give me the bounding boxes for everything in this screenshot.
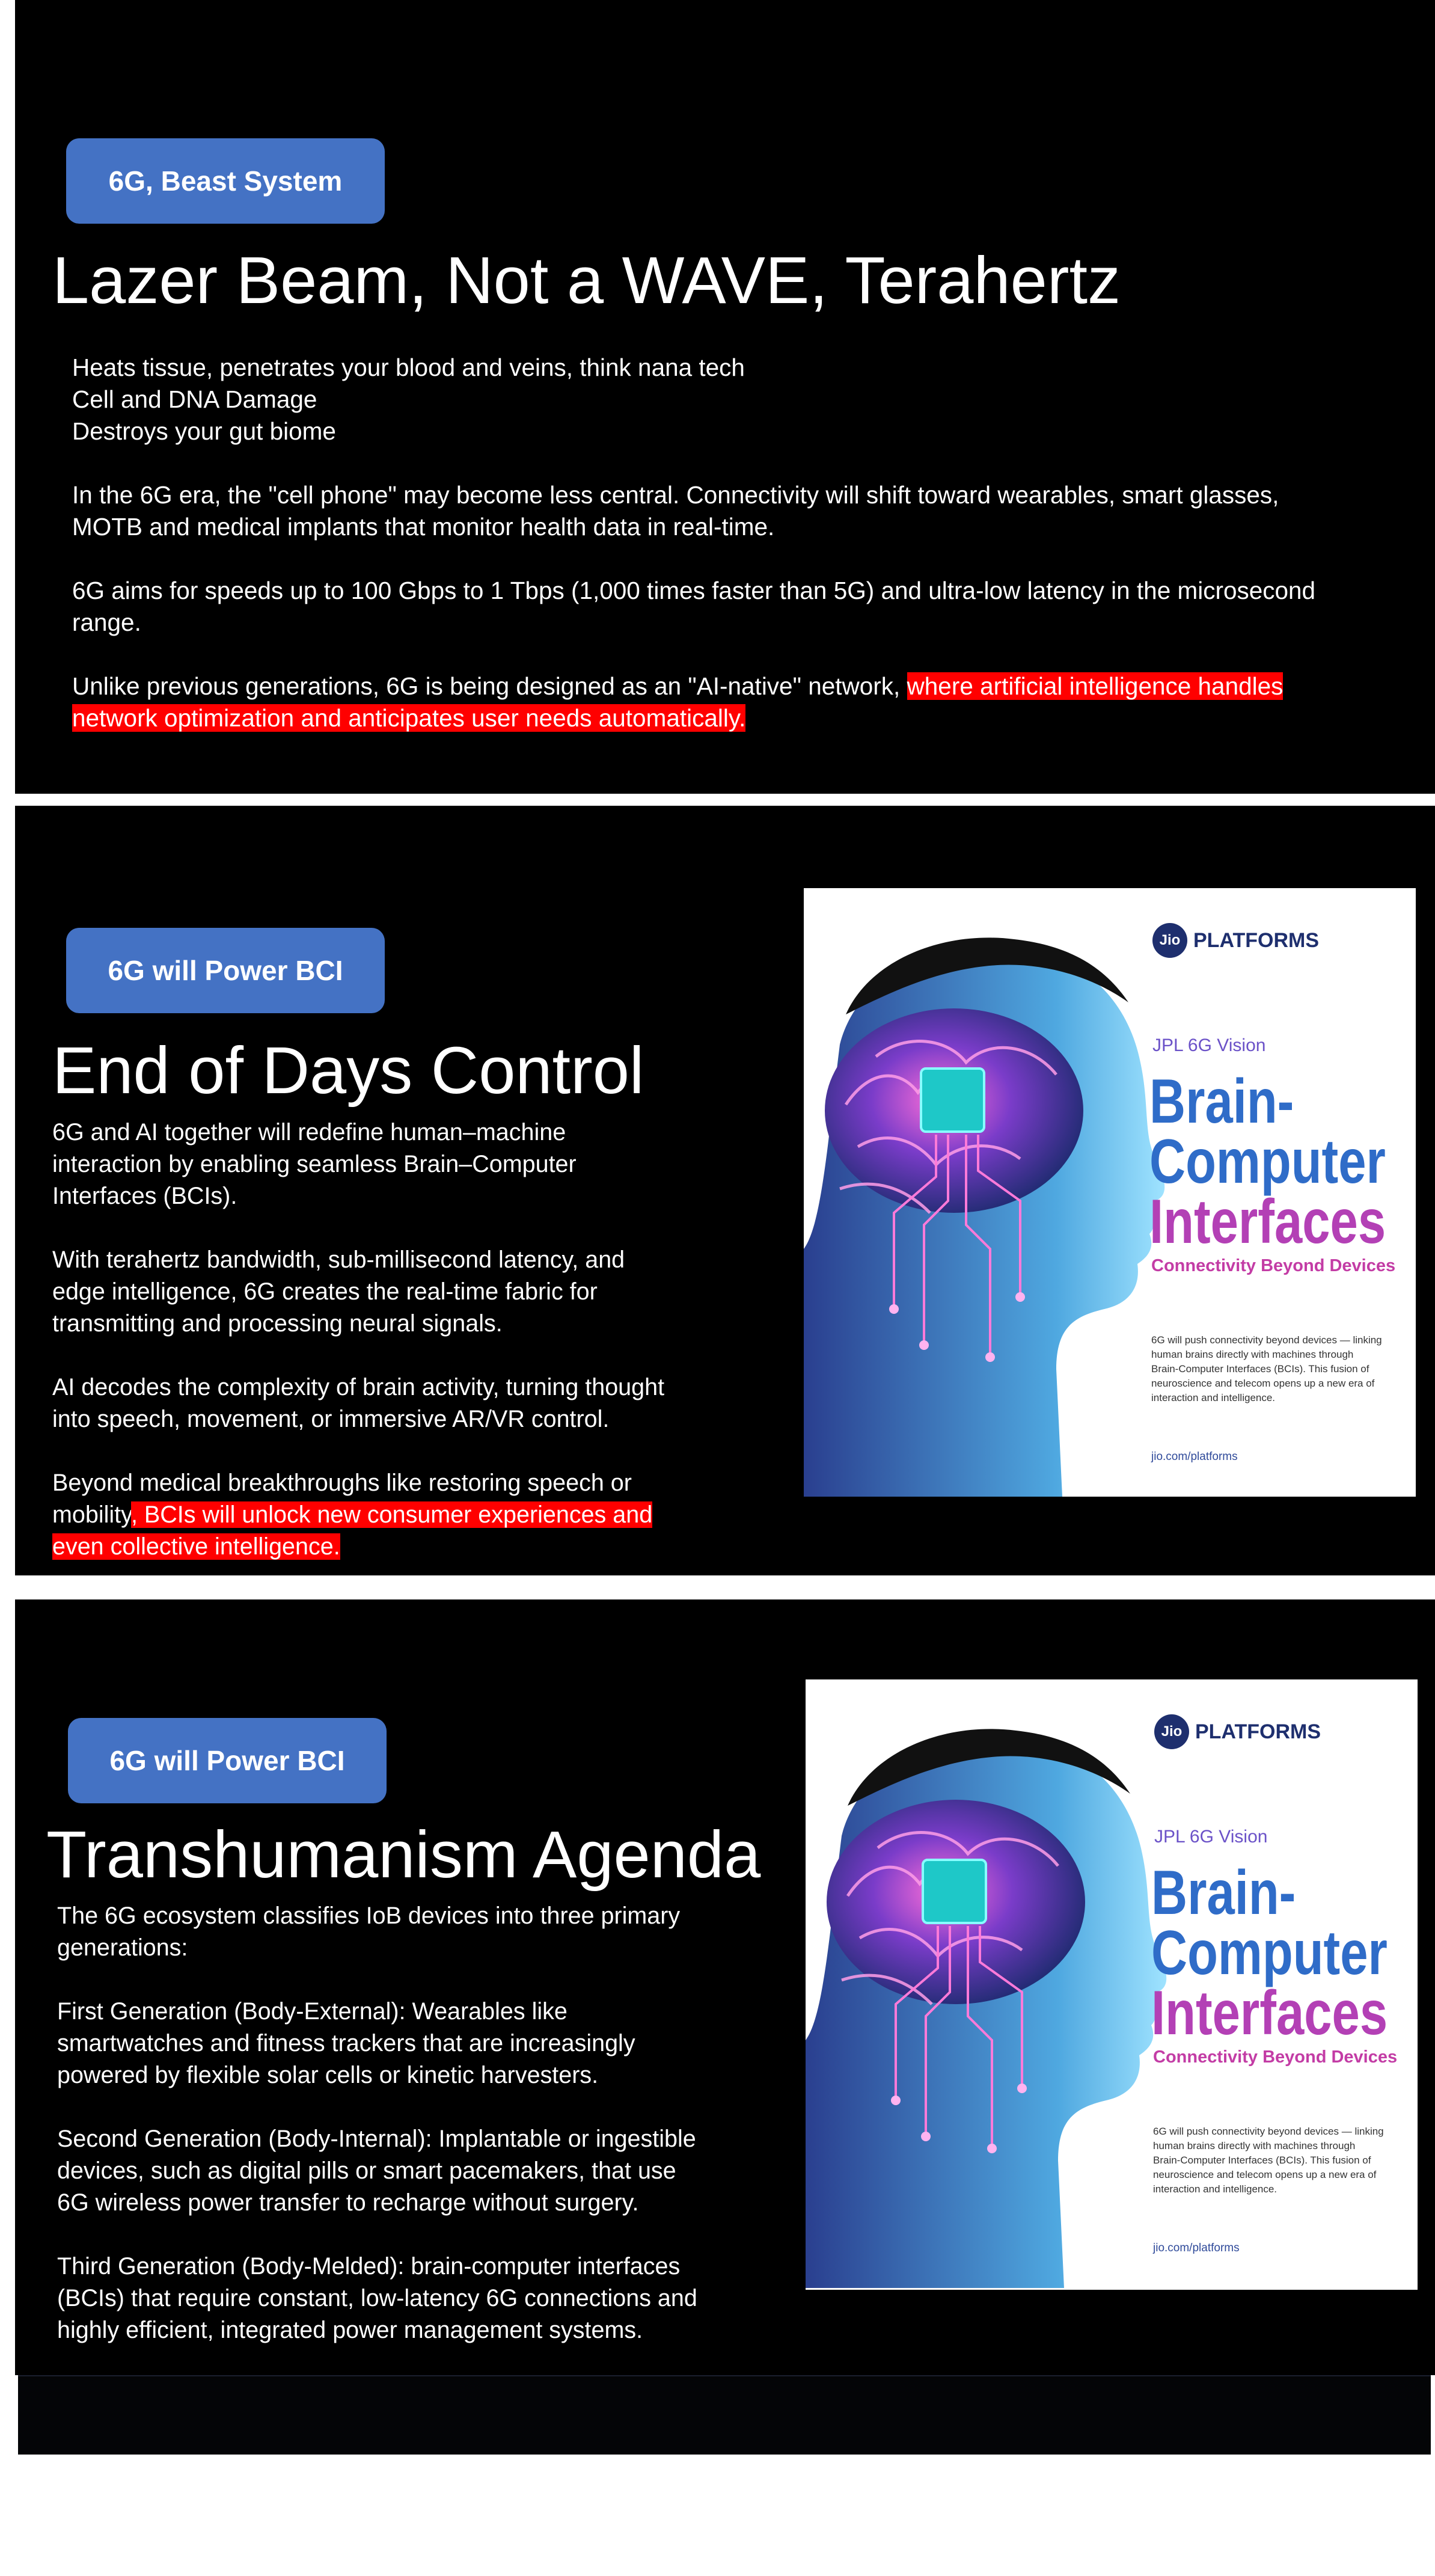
highlighted-text: where artificial intelligence handles	[907, 672, 1284, 700]
paragraph	[52, 1372, 792, 1435]
text-segment: powered by flexible solar cells or kinetic harvesters.	[57, 2062, 599, 2088]
highlighted-text: even collective intelligence.	[52, 1533, 340, 1560]
poster-description: 6G will push connectivity beyond devices — linking human brains directly with machines through Brain-Computer Interfaces (BCIs). This fusion of neuroscience and telecom opens up a new era of interaction and intelligence.	[1153, 2126, 1384, 2195]
poster-title-line: Computer	[1151, 1918, 1388, 1988]
text-line	[72, 702, 1435, 734]
text-line	[52, 1499, 792, 1531]
text-segment: The 6G ecosystem classifies IoB devices into three primary	[57, 1903, 681, 1929]
paragraph	[72, 479, 1435, 543]
text-segment: First Generation (Body-External): Wearables like	[57, 1998, 568, 2025]
text-segment: interaction by enabling seamless Brain–Computer	[52, 1151, 577, 1177]
text-segment: highly efficient, integrated power management systems.	[57, 2317, 643, 2343]
slide-badge: 6G, Beast System	[66, 138, 385, 224]
text-segment: Beyond medical breakthroughs like restoring speech or	[52, 1470, 632, 1496]
jio-platforms-logo	[1154, 1714, 1321, 1749]
logo-text: PLATFORMS	[1193, 928, 1320, 952]
text-line	[57, 2123, 833, 2155]
paragraph	[57, 1996, 833, 2091]
text-line	[57, 2283, 833, 2314]
paragraph	[57, 2123, 833, 2219]
paragraph	[57, 2251, 833, 2346]
text-line	[57, 1900, 833, 1932]
slide-badge: 6G will Power BCI	[66, 928, 385, 1013]
text-line	[72, 479, 1435, 511]
text-segment: mobility	[52, 1501, 131, 1528]
poster-url: jio.com/platforms	[1153, 2242, 1240, 2254]
text-line	[52, 1372, 792, 1403]
text-segment: Unlike previous generations, 6G is being designed as an "AI-native" network,	[72, 672, 907, 700]
text-segment: 6G aims for speeds up to 100 Gbps to 1 Tbps (1,000 times faster than 5G) and ultra-low latency in the microsecond	[72, 577, 1316, 604]
poster-url: jio.com/platforms	[1151, 1450, 1238, 1463]
poster-title-line: Interfaces	[1149, 1187, 1386, 1257]
text-line	[52, 1308, 792, 1340]
slide-body	[52, 1117, 792, 1563]
text-segment: Destroys your gut biome	[72, 417, 336, 445]
text-line	[72, 416, 1435, 447]
text-segment: range.	[72, 609, 141, 636]
text-line	[57, 2314, 833, 2346]
text-line	[52, 1531, 792, 1563]
text-segment: Second Generation (Body-Internal): Implantable or ingestible	[57, 2126, 696, 2152]
text-segment: Cell and DNA Damage	[72, 385, 317, 413]
text-line	[57, 2155, 833, 2187]
slide-badge: 6G will Power BCI	[68, 1718, 387, 1803]
text-line	[57, 1932, 833, 1964]
text-line	[52, 1148, 792, 1180]
text-line	[52, 1276, 792, 1308]
poster-subtitle: JPL 6G Vision	[1154, 1827, 1268, 1847]
text-segment: Third Generation (Body-Melded): brain-computer interfaces	[57, 2253, 681, 2280]
text-line	[57, 2187, 833, 2219]
slide-2	[15, 806, 1435, 1575]
text-segment: transmitting and processing neural signals.	[52, 1310, 503, 1337]
text-segment: With terahertz bandwidth, sub-millisecond latency, and	[52, 1247, 625, 1273]
text-segment: smartwatches and fitness trackers that are increasingly	[57, 2030, 635, 2056]
text-segment: Heats tissue, penetrates your blood and veins, think nana tech	[72, 354, 745, 381]
text-line	[57, 2251, 833, 2283]
slide-body	[72, 352, 1435, 734]
slide-3	[15, 1599, 1435, 2375]
slide-title: End of Days Control	[52, 1034, 644, 1108]
brain-head-illustration	[806, 1679, 1178, 2288]
text-line	[57, 2059, 833, 2091]
text-segment: edge intelligence, 6G creates the real-time fabric for	[52, 1278, 598, 1305]
text-segment: devices, such as digital pills or smart pacemakers, that use	[57, 2157, 676, 2184]
text-segment: 6G and AI together will redefine human–machine	[52, 1119, 566, 1145]
poster-title-line: Brain-	[1151, 1858, 1296, 1928]
text-line	[72, 575, 1435, 607]
text-line	[57, 2028, 833, 2059]
bci-poster-image	[804, 888, 1416, 1497]
slide-title: Lazer Beam, Not a WAVE, Terahertz	[52, 244, 1121, 317]
poster-tagline: Connectivity Beyond Devices	[1153, 2047, 1398, 2067]
highlighted-text: , BCIs will unlock new consumer experiences and	[130, 1501, 653, 1528]
paragraph	[72, 575, 1435, 639]
slide-body	[57, 1900, 833, 2346]
text-line	[52, 1403, 792, 1435]
jio-logo-mark: Jio	[1154, 1714, 1189, 1749]
text-segment: (BCIs) that require constant, low-latency 6G connections and	[57, 2285, 697, 2311]
text-segment: generations:	[57, 1934, 188, 1961]
paragraph	[52, 1244, 792, 1340]
text-segment: Interfaces (BCIs).	[52, 1183, 237, 1209]
logo-text: PLATFORMS	[1195, 1720, 1321, 1743]
highlighted-text: network optimization and anticipates user needs automatically.	[72, 704, 746, 732]
paragraph	[52, 1117, 792, 1212]
paragraph	[72, 670, 1435, 734]
text-line	[57, 1996, 833, 2028]
text-line	[72, 384, 1435, 416]
text-segment: In the 6G era, the "cell phone" may become less central. Connectivity will shift toward wearables, smart glasses,	[72, 481, 1279, 509]
bci-poster-image	[806, 1679, 1418, 2290]
paragraph	[57, 1900, 833, 1964]
poster-title	[1151, 1858, 1388, 2048]
poster-title-line: Computer	[1149, 1127, 1386, 1197]
poster-title	[1149, 1067, 1386, 1257]
poster-description: 6G will push connectivity beyond devices — linking human brains directly with machines through Brain-Computer Interfaces (BCIs). This fusion of neuroscience and telecom opens up a new era of interaction and intelligence.	[1151, 1334, 1382, 1403]
text-line	[72, 607, 1435, 639]
poster-tagline: Connectivity Beyond Devices	[1151, 1256, 1396, 1275]
paragraph	[52, 1467, 792, 1563]
text-segment: 6G wireless power transfer to recharge without surgery.	[57, 2189, 639, 2216]
text-line	[52, 1180, 792, 1212]
text-line	[72, 670, 1435, 702]
jio-logo-mark: Jio	[1152, 923, 1187, 958]
text-line	[72, 511, 1435, 543]
jio-platforms-logo	[1152, 923, 1319, 958]
text-line	[52, 1467, 792, 1499]
slide-1	[15, 0, 1435, 794]
footer-strip	[18, 2375, 1431, 2455]
text-line	[52, 1117, 792, 1148]
text-line	[52, 1244, 792, 1276]
poster-title-line: Interfaces	[1151, 1978, 1388, 2048]
poster-subtitle: JPL 6G Vision	[1152, 1035, 1266, 1055]
text-line	[72, 352, 1435, 384]
text-segment: into speech, movement, or immersive AR/VR control.	[52, 1406, 610, 1432]
slide-title: Transhumanism Agenda	[46, 1818, 761, 1892]
poster-title-line: Brain-	[1149, 1067, 1294, 1136]
text-segment: AI decodes the complexity of brain activity, turning thought	[52, 1374, 665, 1400]
paragraph	[72, 352, 1435, 447]
text-segment: MOTB and medical implants that monitor health data in real-time.	[72, 513, 775, 541]
brain-head-illustration	[804, 888, 1176, 1497]
